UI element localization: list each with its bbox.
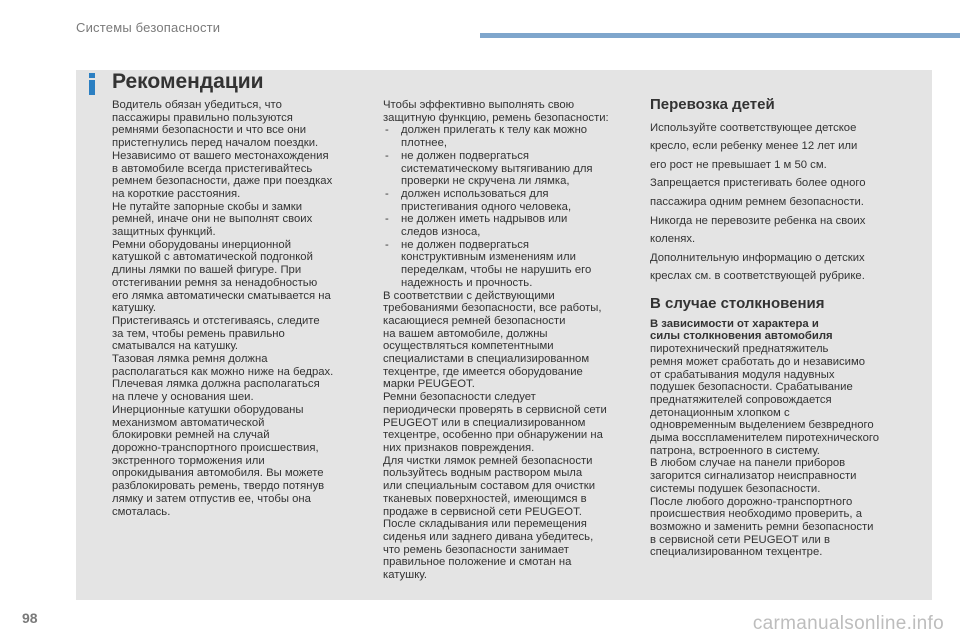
info-icon-dot [89,73,95,78]
section-title: Рекомендации [112,70,264,93]
collision-block [650,295,908,559]
children-transport-title: Перевозка детей [650,96,775,113]
seatbelt-requirements-list [383,124,633,289]
list-item: - должен прилегать к телу как можно плотнее, [383,124,633,149]
column-middle [383,99,633,582]
seatbelt-function-intro: Чтобы эффективно выполнять свою защитную функцию, ремень безопасности: [383,99,609,124]
collision-title: В случае столкновения [650,295,825,313]
page-header-title: Системы безопасности [76,20,221,35]
page-number: 98 [22,610,38,626]
seatbelt-maintenance-text: В соответствии с действующими требованиями безопасности, все работы, касающиеся ремней безопасности на вашем автомобиле, должны осуществляться компетентными специалистами в специализированном техцентре, где имеется оборудование марки PEUGEOT. Ремни безопасности следует периодически проверять в сервисной сети PEUGEOT или в специализированном техцентре, особенно при обнаружении на них признаков повреждения. Для чистки лямок ремней безопасности пользуйтесь водным раствором мыла или специальным составом для очистки тканевых поверхностей, имеющимся в продаже в сервисной сети PEUGEOT. После складывания или перемещения сиденья или заднего дивана убедитесь, что ремень безопасности занимает правильное положение и смотан на катушку. [383,289,607,582]
collision-body-text: пиротехнический преднатяжитель ремня может сработать до и независимо от срабатывания модуля надувных подушек безопасности. Срабатывание преднатяжителей сопровождается детонационным хлопком с одновременным выделением безвредного дыма восспламенителем пиротехнического патрона, встроенного в систему. В любом случае на панели приборов загорится сигнализатор неисправности системы подушек безопасности. После любого дорожно-транспортного происшествия необходимо проверить, а возможно и заменить ремни безопасности в сервисной сети PEUGEOT или в специализированном техцентре. [650,343,880,559]
seatbelt-guidance-text: Водитель обязан убедиться, что пассажиры правильно пользуются ремнями безопасности и что все они пристегнулись перед началом поездки. Независимо от вашего местонахождения в автомобиле всегда пристегивайтесь ремнем безопасности, даже при поездках на короткие расстояния. Не путайте запорные скобы и замки ремней, иначе они не выполнят своих защитных функций. Ремни оборудованы инерционной катушкой с автоматической подгонкой длины лямки по вашей фигуре. При отстегивании ремня за ненадобностью его лямка автоматически сматывается на катушку. Пристегиваясь и отстегиваясь, следите за тем, чтобы ремень правильно сматывался на катушку. Тазовая лямка ремня должна располагаться как можно ниже на бедрах. Плечевая лямка должна располагаться на плече у основания шеи. Инерционные катушки оборудованы механизмом автоматической блокировки ремней на случай дорожно-транспортного происшествия, экстренного торможения или опрокидывания автомобиля. Вы можете разблокировать ремень, твердо потянув лямку и затем отпустив ее, чтобы она смоталась. [112,99,334,518]
list-item: - не должен подвергаться конструктивным изменениям или переделкам, чтобы не нарушить его надежность и прочность. [383,239,633,290]
watermark: carmanualsonline.info [752,613,944,634]
header-accent-bar [480,33,960,38]
collision-lead-text: В зависимости от характера и силы столкновения автомобиля [650,317,833,343]
children-transport-text: Используйте соответствующее детское кресло, если ребенку менее 12 лет или его рост не превышает 1 м 50 см. Запрещается пристегивать более одного пассажира одним ремнем безопасности. Никогда не перевозите ребенка на своих коленях. Дополнительную информацию о детских креслах см. в соответствующей рубрике. [650,121,866,283]
column-right [650,96,908,559]
info-icon-stem [89,80,95,95]
list-item: - не должен иметь надрывов или следов износа, [383,213,633,238]
column-left [112,99,362,518]
list-item: - не должен подвергаться систематическому вытягиванию для проверки не скручена ли лямка, [383,150,633,188]
info-icon [83,72,101,96]
list-item: - должен использоваться для пристегивания одного человека, [383,188,633,213]
